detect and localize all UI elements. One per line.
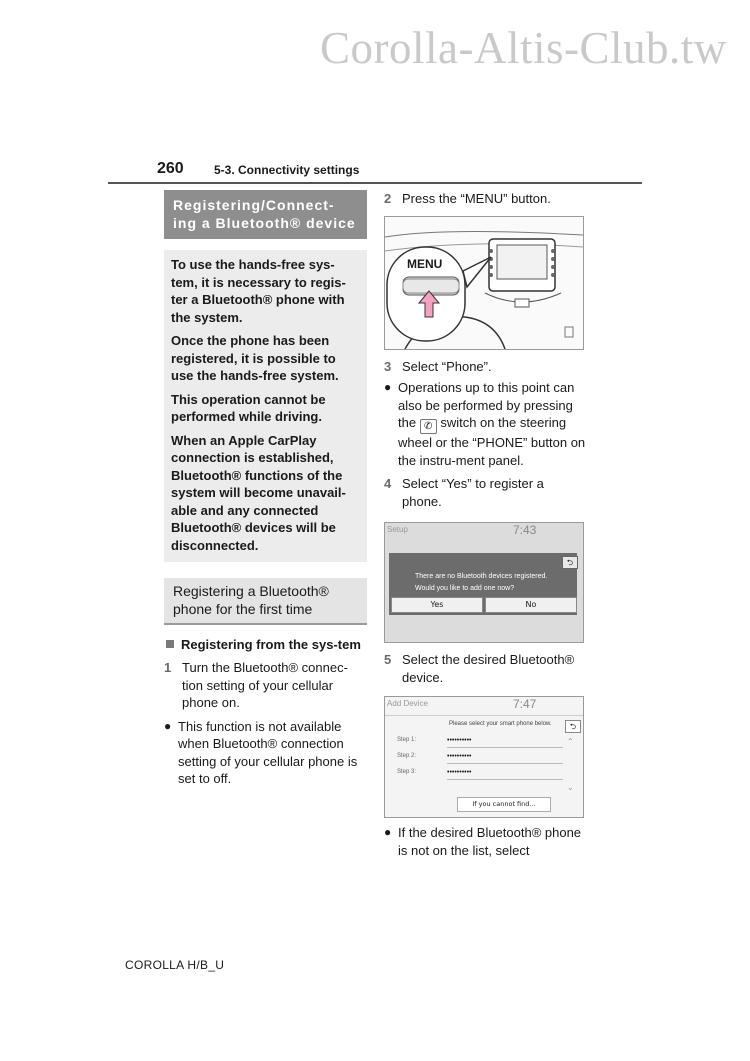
add-device-screen [384, 696, 584, 818]
note-4: When an Apple CarPlay connection is established, Bluetooth® functions of the system will become unavail-able and any connected Bluetooth® devices will be disconnected. [171, 432, 346, 553]
square-bullet-icon [166, 640, 174, 648]
dashboard-illustration [384, 216, 584, 350]
setup-screen [384, 522, 584, 643]
bullet-icon: ● [384, 380, 392, 394]
yes-button[interactable]: Yes [391, 597, 483, 613]
step-text: Press the “MENU” button. [402, 191, 551, 206]
step-text: Select “Phone”. [402, 358, 492, 374]
cannot-find-button[interactable]: If you cannot find... [457, 797, 551, 812]
step-text: Turn the Bluetooth® connec-tion setting of your cellular phone on. [182, 660, 348, 710]
step-label-3: Step 3: [397, 769, 417, 775]
dialog-message-1: There are no Bluetooth devices registered. [415, 573, 548, 580]
note-1: To use the hands-free sys-tem, it is necessary to regis-ter a Bluetooth® phone with the system. [171, 257, 346, 325]
step-number: 1 [164, 660, 172, 675]
bullet-text-part1: Operations up to this point can also be performed by pressing the [398, 380, 575, 430]
screen-time: 7:47 [513, 697, 537, 711]
left-column [164, 190, 367, 788]
note-box [164, 250, 367, 562]
bullet-ops [384, 379, 586, 469]
bullet-last [384, 824, 586, 859]
section-title: 5-3. Connectivity settings [214, 163, 360, 177]
step-1 [164, 659, 367, 712]
step-5 [384, 651, 586, 686]
bullet-text-part2: switch on the steering wheel or the “PHONE” button on the instru-ment panel. [398, 415, 586, 468]
right-column [384, 190, 586, 859]
bullet-text: If the desired Bluetooth® phone is not on the list, select [398, 825, 582, 858]
step-4 [384, 475, 586, 510]
step-number: 2 [384, 191, 392, 206]
divider [385, 715, 583, 716]
step-number: 3 [384, 358, 392, 374]
step-text: Select “Yes” to register a phone. [402, 476, 544, 509]
step-3 [384, 358, 586, 376]
screen-title: Add Device [387, 699, 428, 708]
step-label-1: Step 1: [397, 737, 417, 743]
footer: COROLLA H/B_U [125, 958, 225, 972]
note-2: Once the phone has been registered, it is possible to use the hands-free system. [171, 333, 339, 383]
step-number: 5 [384, 652, 392, 667]
back-icon[interactable]: ⮌ [562, 556, 578, 569]
device-item-3[interactable]: •••••••••• [447, 766, 563, 780]
instruction: Please select your smart phone below. [449, 721, 552, 727]
menu-label: MENU [407, 256, 443, 271]
box-title: Registering/Connect-ing a Bluetooth® device [164, 190, 367, 239]
scroll-up-icon[interactable]: ⌃ [567, 737, 574, 746]
subsection [164, 636, 367, 653]
back-icon[interactable]: ⮌ [565, 720, 581, 733]
phone-switch-icon: ✆ [420, 419, 437, 434]
note-3: This operation cannot be performed while driving. [171, 391, 326, 424]
scroll-down-icon[interactable]: ⌄ [567, 783, 574, 792]
step-2 [384, 190, 586, 208]
no-button[interactable]: No [485, 597, 577, 613]
step-label-2: Step 2: [397, 753, 417, 759]
watermark: Corolla-Altis-Club.tw [320, 23, 727, 73]
bullet-icon: ● [384, 825, 392, 839]
subheader: Registering a Bluetooth® phone for the first time [164, 578, 367, 625]
step-text: Select the desired Bluetooth® device. [402, 652, 575, 685]
subsection-label: Registering from the sys-tem [181, 637, 361, 652]
bullet-icon: ● [164, 718, 172, 733]
bullet-text: This function is not available when Bluetooth® connection setting of your cellular phone is set to off. [178, 718, 358, 786]
screen-time: 7:43 [513, 523, 537, 537]
step-number: 4 [384, 476, 392, 491]
dashboard-icon [385, 217, 583, 349]
screen-title: Setup [387, 525, 408, 534]
bullet-text [398, 379, 586, 469]
dialog-message-2: Would you like to add one now? [415, 585, 515, 592]
header-rule [108, 182, 642, 184]
bullet-1 [164, 718, 367, 788]
page-number: 260 [157, 160, 184, 177]
device-item-1[interactable]: •••••••••• [447, 734, 563, 748]
device-item-2[interactable]: •••••••••• [447, 750, 563, 764]
